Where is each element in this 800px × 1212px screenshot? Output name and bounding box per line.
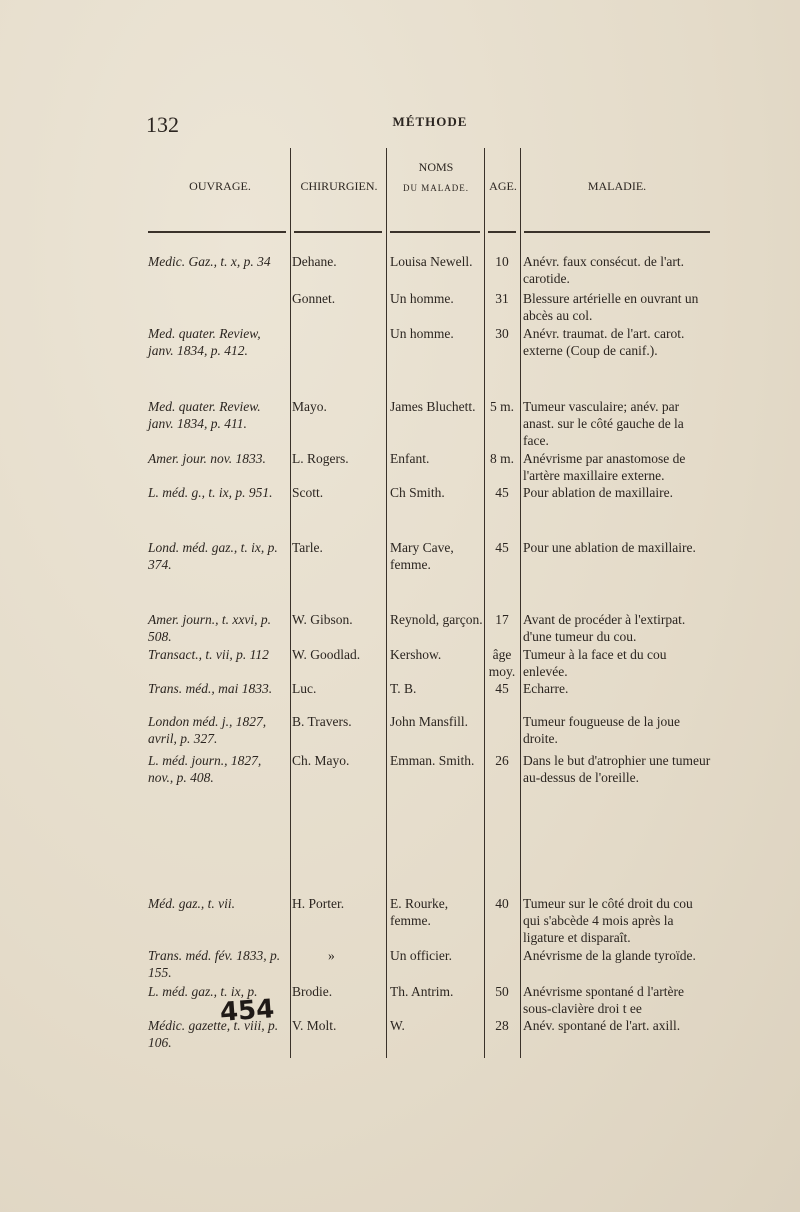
cell-chirurgien: Scott. [292, 485, 324, 500]
cell-age: 28 [495, 1018, 509, 1033]
cell-ouvrage: London méd. j., 1827, avril, p. 327. [148, 714, 267, 746]
cell-chirurgien: Tarle. [292, 540, 323, 555]
cell-ouvrage: Amer. jour. nov. 1833. [148, 451, 266, 466]
cell-age: 45 [495, 540, 509, 555]
cell-nom: Ch Smith. [390, 485, 445, 500]
cell-ouvrage: Méd. gaz., t. vii. [148, 896, 235, 911]
cell-ouvrage: L. méd. g., t. ix, p. 951. [148, 485, 273, 500]
header-noms-label: NOMS [418, 160, 454, 174]
cell-age: 10 [495, 254, 509, 269]
cell-age: 31 [495, 291, 509, 306]
header-du-malade: DU MALADE. [403, 183, 469, 193]
cell-chirurgien: H. Porter. [292, 896, 345, 911]
cell-maladie: Anévrisme par anastomose de l'artère maxillaire externe. [523, 451, 686, 483]
header-chirurgien: CHIRURGIEN. [300, 179, 378, 193]
cell-age: 5 m. [489, 399, 514, 414]
cell-maladie: Anévr. traumat. de l'art. carot. externe (Coup de canif.). [523, 326, 685, 358]
cell-chirurgien: Luc. [292, 681, 317, 696]
cell-maladie: Tumeur fougueuse de la joue droite. [523, 714, 680, 746]
cell-chirurgien: Dehane. [292, 254, 337, 269]
cell-age: 30 [495, 326, 509, 341]
cell-age: 17 [495, 612, 509, 627]
cell-age: 45 [495, 681, 509, 696]
cell-maladie: Dans le but d'atrophier une tumeur au-dessus de l'oreille. [523, 753, 711, 785]
cell-age: 26 [495, 753, 509, 768]
cell-nom: Un homme. [390, 326, 454, 341]
cell-ouvrage: Med. quater. Review. janv. 1834, p. 411. [148, 399, 261, 431]
handwritten-number: 454 [219, 994, 276, 1028]
cell-maladie: Pour ablation de maxillaire. [523, 485, 673, 500]
cell-nom: Mary Cave, femme. [390, 540, 454, 572]
cell-maladie: Tumeur sur le côté droit du cou qui s'abcède 4 mois après la ligature et disparaît. [523, 896, 693, 945]
cell-chirurgien: Ch. Mayo. [292, 753, 350, 768]
cell-maladie: Anévrisme de la glande tyroïde. [523, 948, 696, 963]
page-number: 132 [146, 112, 179, 137]
column-divider [386, 148, 387, 1058]
cell-chirurgien: V. Molt. [292, 1018, 337, 1033]
cell-nom: Louisa Newell. [390, 254, 473, 269]
cell-age: âge moy. [488, 647, 516, 679]
cell-maladie: Avant de procéder à l'extirpat. d'une tumeur du cou. [523, 612, 686, 644]
header-noms [388, 160, 484, 193]
cell-maladie: Blessure artérielle en ouvrant un abcès au col. [523, 291, 699, 323]
header-rule [294, 231, 382, 233]
cell-ouvrage: Med. quater. Review, janv. 1834, p. 412. [148, 326, 261, 358]
header-rule [524, 231, 710, 233]
cell-ouvrage: Médic. gazette, t. viii, p. 106. [148, 1018, 279, 1050]
cell-nom: T. B. [390, 681, 417, 696]
cell-age: 8 m. [489, 451, 514, 466]
header-ouvrage: OUVRAGE. [189, 179, 251, 193]
cell-chirurgien: » [328, 948, 335, 963]
cell-nom: James Bluchett. [390, 399, 476, 414]
cell-maladie: Pour une ablation de maxillaire. [523, 540, 696, 555]
column-divider [484, 148, 485, 1058]
cell-nom: Kershow. [390, 647, 442, 662]
cell-maladie: Anévrisme spontané d l'artère sous-clavière droi t ee [523, 984, 684, 1016]
column-divider [520, 148, 521, 1058]
cell-nom: John Mansfill. [390, 714, 469, 729]
cell-ouvrage: Lond. méd. gaz., t. ix, p. 374. [148, 540, 278, 572]
cell-chirurgien: L. Rogers. [292, 451, 349, 466]
cell-age: 45 [495, 485, 509, 500]
header-age: AGE. [489, 179, 517, 193]
cell-ouvrage: Medic. Gaz., t. x, p. 34 [148, 254, 271, 269]
cell-ouvrage: L. méd. gaz., t. ix, p. [148, 984, 258, 999]
cell-ouvrage: Trans. méd. fév. 1833, p. 155. [148, 948, 281, 980]
cell-chirurgien: Brodie. [292, 984, 333, 999]
cell-chirurgien: W. Goodlad. [292, 647, 361, 662]
column-divider [290, 148, 291, 1058]
cell-maladie: Echarre. [523, 681, 569, 696]
cell-ouvrage: Amer. journ., t. xxvi, p. 508. [148, 612, 271, 644]
cell-nom: Un homme. [390, 291, 454, 306]
cell-maladie: Tumeur vasculaire; anév. par anast. sur le côté gauche de la face. [523, 399, 684, 448]
cell-nom: W. [390, 1018, 405, 1033]
header-rule [390, 231, 480, 233]
cell-age: 40 [495, 896, 509, 911]
header-rule [148, 231, 286, 233]
cell-nom: E. Rourke, femme. [390, 896, 449, 928]
cell-ouvrage: L. méd. journ., 1827, nov., p. 408. [148, 753, 262, 785]
cell-maladie: Anévr. faux consécut. de l'art. carotide. [523, 254, 684, 286]
cell-chirurgien: Gonnet. [292, 291, 336, 306]
cell-nom: Reynold, garçon. [390, 612, 483, 627]
cell-ouvrage: Transact., t. vii, p. 112 [148, 647, 269, 662]
cell-ouvrage: Trans. méd., mai 1833. [148, 681, 273, 696]
header-maladie: MALADIE. [587, 179, 647, 193]
cell-nom: Enfant. [390, 451, 430, 466]
cell-chirurgien: W. Gibson. [292, 612, 353, 627]
cell-maladie: Anév. spontané de l'art. axill. [523, 1018, 681, 1033]
cell-chirurgien: B. Travers. [292, 714, 352, 729]
cell-nom: Th. Antrim. [390, 984, 454, 999]
cell-chirurgien: Mayo. [292, 399, 327, 414]
cell-maladie: Tumeur à la face et du cou enlevée. [523, 647, 667, 679]
header-rule [488, 231, 516, 233]
cell-nom: Emman. Smith. [390, 753, 475, 768]
running-head: MÉTHODE [392, 114, 468, 129]
cell-age: 50 [495, 984, 509, 999]
cell-nom: Un officier. [390, 948, 452, 963]
